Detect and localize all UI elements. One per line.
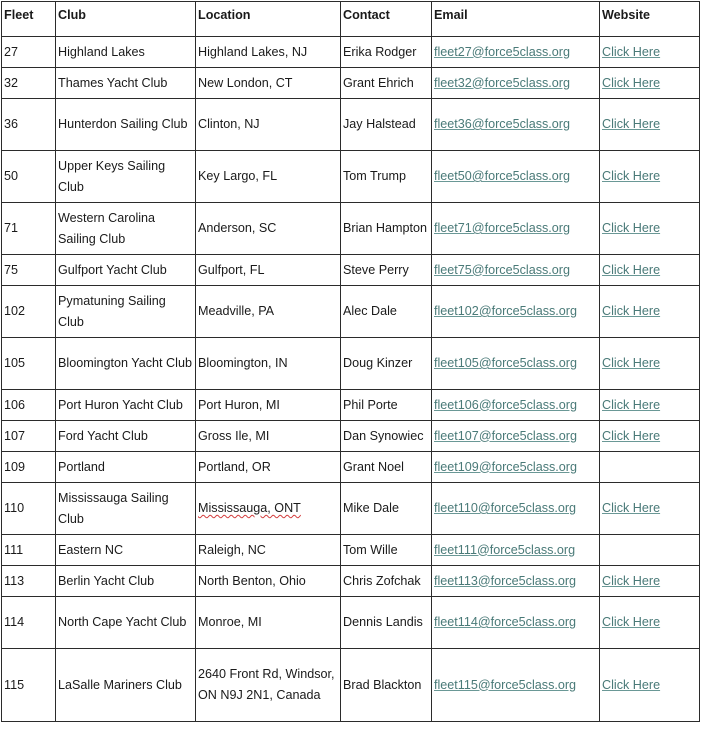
club-location: Key Largo, FL — [196, 151, 341, 203]
club-name: Hunterdon Sailing Club — [56, 99, 196, 151]
website-link[interactable]: Click Here — [602, 304, 661, 318]
table-row — [2, 566, 700, 597]
contact-name: Grant Ehrich — [341, 68, 432, 99]
website-cell — [600, 255, 700, 286]
contact-name: Chris Zofchak — [341, 566, 432, 597]
club-location: Monroe, MI — [196, 597, 341, 649]
club-location: 2640 Front Rd, Windsor, ON N9J 2N1, Canada — [196, 649, 341, 722]
contact-name: Jay Halstead — [341, 99, 432, 151]
email-cell — [432, 68, 600, 99]
club-name: Pymatuning Sailing Club — [56, 286, 196, 338]
header-row — [2, 2, 700, 37]
email-link[interactable]: fleet32@force5class.org — [434, 75, 570, 90]
website-link[interactable]: Click Here — [602, 221, 661, 235]
fleet-number: 114 — [2, 597, 56, 649]
contact-name: Mike Dale — [341, 483, 432, 535]
email-cell — [432, 649, 600, 722]
website-cell — [600, 452, 700, 483]
website-cell — [600, 286, 700, 338]
fleet-number: 106 — [2, 390, 56, 421]
email-link[interactable]: fleet114@force5class.org — [434, 615, 577, 629]
website-link[interactable]: Click Here — [602, 615, 661, 629]
table-row — [2, 99, 700, 151]
email-link[interactable]: fleet105@force5class.org — [434, 356, 577, 370]
fleet-number: 105 — [2, 338, 56, 390]
contact-name: Phil Porte — [341, 390, 432, 421]
website-cell — [600, 535, 700, 566]
website-cell — [600, 421, 700, 452]
club-location — [196, 483, 341, 535]
table-row — [2, 338, 700, 390]
header-email: Email — [432, 2, 600, 37]
email-cell — [432, 203, 600, 255]
club-name: Highland Lakes — [56, 37, 196, 68]
fleet-number: 102 — [2, 286, 56, 338]
website-cell — [600, 597, 700, 649]
header-club: Club — [56, 2, 196, 37]
website-cell — [600, 483, 700, 535]
club-location: Portland, OR — [196, 452, 341, 483]
email-link[interactable]: fleet102@force5class.org — [434, 304, 577, 318]
website-cell — [600, 68, 700, 99]
club-name: Port Huron Yacht Club — [56, 390, 196, 421]
fleet-contacts-table — [1, 1, 700, 722]
club-name: Portland — [56, 452, 196, 483]
email-cell — [432, 255, 600, 286]
website-cell — [600, 37, 700, 68]
email-cell — [432, 390, 600, 421]
website-cell — [600, 566, 700, 597]
table-row — [2, 597, 700, 649]
email-cell — [432, 99, 600, 151]
fleet-number: 32 — [2, 68, 56, 99]
contact-name: Brad Blackton — [341, 649, 432, 722]
header-contact: Contact — [341, 2, 432, 37]
email-cell — [432, 597, 600, 649]
club-location: Gulfport, FL — [196, 255, 341, 286]
club-name: Upper Keys Sailing Club — [56, 151, 196, 203]
website-link[interactable]: Click Here — [602, 169, 661, 183]
fleet-number: 27 — [2, 37, 56, 68]
website-link[interactable]: Click Here — [602, 428, 661, 443]
table-row — [2, 649, 700, 722]
email-cell — [432, 566, 600, 597]
email-cell — [432, 286, 600, 338]
website-link[interactable]: Click Here — [602, 397, 661, 412]
header-fleet: Fleet — [2, 2, 56, 37]
contact-name: Alec Dale — [341, 286, 432, 338]
contact-name: Tom Trump — [341, 151, 432, 203]
club-name: Mississauga Sailing Club — [56, 483, 196, 535]
contact-name: Dennis Landis — [341, 597, 432, 649]
fleet-number: 71 — [2, 203, 56, 255]
website-link[interactable]: Click Here — [602, 75, 661, 90]
table-row — [2, 255, 700, 286]
fleet-number: 36 — [2, 99, 56, 151]
website-cell — [600, 649, 700, 722]
email-cell — [432, 421, 600, 452]
club-location-text: Mississauga, ONT — [198, 501, 301, 515]
club-location: Anderson, SC — [196, 203, 341, 255]
club-location: Gross Ile, MI — [196, 421, 341, 452]
contact-name: Tom Wille — [341, 535, 432, 566]
email-cell — [432, 535, 600, 566]
website-link[interactable]: Click Here — [602, 117, 661, 131]
contact-name: Dan Synowiec — [341, 421, 432, 452]
website-link[interactable]: Click Here — [602, 44, 661, 59]
website-cell — [600, 203, 700, 255]
fleet-number: 109 — [2, 452, 56, 483]
fleet-number: 115 — [2, 649, 56, 722]
email-link[interactable]: fleet36@force5class.org — [434, 117, 570, 131]
header-location: Location — [196, 2, 341, 37]
fleet-number: 111 — [2, 535, 56, 566]
table-row — [2, 421, 700, 452]
table-row — [2, 390, 700, 421]
email-link[interactable]: fleet115@force5class.org — [434, 677, 577, 692]
website-link[interactable]: Click Here — [602, 262, 661, 277]
website-cell — [600, 338, 700, 390]
email-link[interactable]: fleet106@force5class.org — [434, 397, 577, 412]
email-link[interactable]: fleet110@force5class.org — [434, 501, 577, 515]
table-row — [2, 483, 700, 535]
club-name: Gulfport Yacht Club — [56, 255, 196, 286]
club-location: New London, CT — [196, 68, 341, 99]
club-name: Bloomington Yacht Club — [56, 338, 196, 390]
website-cell — [600, 99, 700, 151]
fleet-number: 50 — [2, 151, 56, 203]
club-location: Meadville, PA — [196, 286, 341, 338]
club-location: North Benton, Ohio — [196, 566, 341, 597]
club-name: Berlin Yacht Club — [56, 566, 196, 597]
email-link[interactable]: fleet111@force5class.org — [434, 542, 576, 557]
email-link[interactable]: fleet50@force5class.org — [434, 169, 570, 183]
club-name: Ford Yacht Club — [56, 421, 196, 452]
club-location: Highland Lakes, NJ — [196, 37, 341, 68]
email-cell — [432, 452, 600, 483]
website-cell — [600, 151, 700, 203]
fleet-number: 110 — [2, 483, 56, 535]
contact-name: Erika Rodger — [341, 37, 432, 68]
email-link[interactable]: fleet71@force5class.org — [434, 221, 570, 235]
club-location: Clinton, NJ — [196, 99, 341, 151]
table-row — [2, 286, 700, 338]
club-name: LaSalle Mariners Club — [56, 649, 196, 722]
contact-name: Steve Perry — [341, 255, 432, 286]
club-location: Port Huron, MI — [196, 390, 341, 421]
club-name: Thames Yacht Club — [56, 68, 196, 99]
table-row — [2, 37, 700, 68]
email-link[interactable]: fleet107@force5class.org — [434, 428, 577, 443]
website-cell — [600, 390, 700, 421]
club-name: Eastern NC — [56, 535, 196, 566]
table-row — [2, 535, 700, 566]
email-link[interactable]: fleet113@force5class.org — [434, 573, 577, 588]
website-link[interactable]: Click Here — [602, 677, 661, 692]
contact-name: Brian Hampton — [341, 203, 432, 255]
table-row — [2, 151, 700, 203]
club-location: Bloomington, IN — [196, 338, 341, 390]
email-cell — [432, 151, 600, 203]
contact-name: Grant Noel — [341, 452, 432, 483]
contact-name: Doug Kinzer — [341, 338, 432, 390]
email-cell — [432, 338, 600, 390]
email-cell — [432, 483, 600, 535]
email-cell — [432, 37, 600, 68]
website-link[interactable]: Click Here — [602, 501, 661, 515]
table-row — [2, 68, 700, 99]
email-link[interactable]: fleet75@force5class.org — [434, 262, 570, 277]
fleet-number: 75 — [2, 255, 56, 286]
email-link[interactable]: fleet109@force5class.org — [434, 459, 577, 474]
table-row — [2, 452, 700, 483]
fleet-number: 113 — [2, 566, 56, 597]
table-row — [2, 203, 700, 255]
website-link[interactable]: Click Here — [602, 356, 661, 370]
header-website: Website — [600, 2, 700, 37]
club-name: Western Carolina Sailing Club — [56, 203, 196, 255]
email-link[interactable]: fleet27@force5class.org — [434, 44, 570, 59]
club-name: North Cape Yacht Club — [56, 597, 196, 649]
club-location: Raleigh, NC — [196, 535, 341, 566]
fleet-number: 107 — [2, 421, 56, 452]
website-link[interactable]: Click Here — [602, 573, 661, 588]
